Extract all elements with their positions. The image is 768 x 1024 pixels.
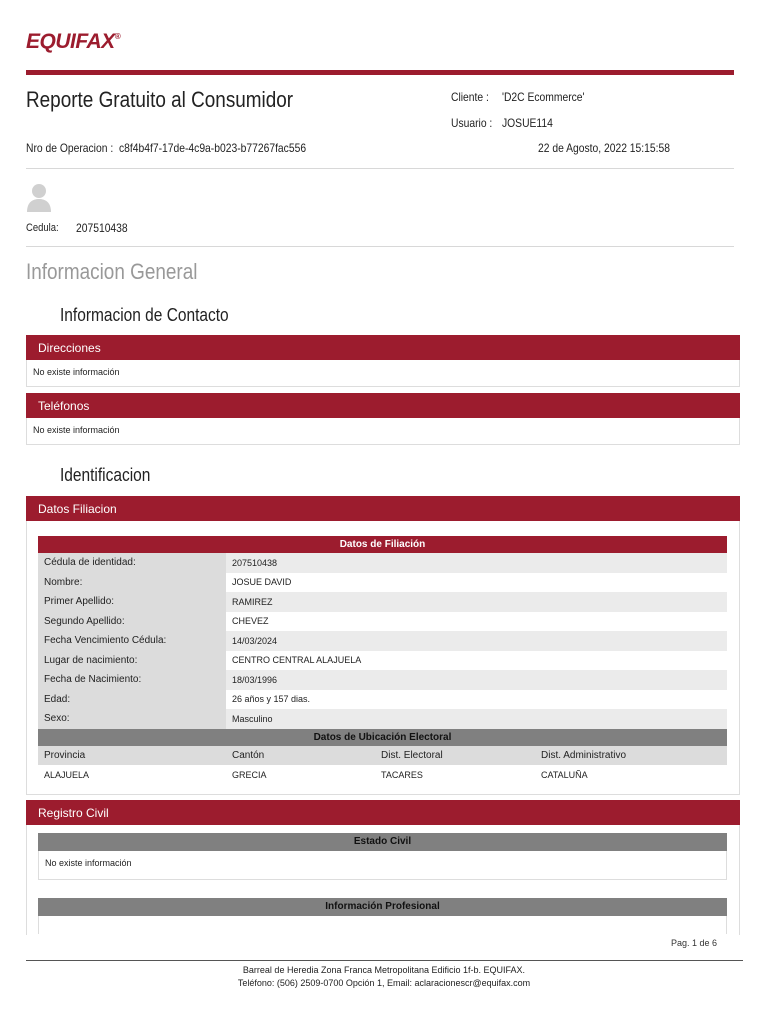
cedula-label: Cedula:	[26, 222, 59, 234]
estado-civil-header: Estado Civil	[38, 833, 727, 851]
datos-filiacion-header: Datos Filiacion	[26, 496, 740, 521]
informacion-profesional-header: Información Profesional	[38, 898, 727, 916]
electoral-header-row: Provincia Cantón Dist. Electoral Dist. Administrativo	[38, 746, 727, 766]
page-number: Pag. 1 de 6	[671, 938, 718, 948]
section-informacion-general: Informacion General	[26, 259, 198, 284]
table-row: Cédula de identidad: 207510438	[38, 553, 727, 573]
report-title: Reporte Gratuito al Consumidor	[26, 87, 294, 112]
usuario-value: JOSUE114	[502, 116, 553, 130]
table-row: Primer Apellido: RAMIREZ	[38, 592, 727, 612]
telefonos-header: Teléfonos	[26, 393, 740, 418]
cliente-label: Cliente :	[451, 90, 489, 104]
footer-address: Barreal de Heredia Zona Franca Metropolitana Edificio 1f-b. EQUIFAX.	[242, 965, 526, 975]
cliente-value: 'D2C Ecommerce'	[502, 90, 585, 104]
usuario-label: Usuario :	[451, 116, 493, 130]
table-row: Nombre: JOSUE DAVID	[38, 573, 727, 593]
table-row: Fecha Vencimiento Cédula: 14/03/2024	[38, 631, 727, 651]
table-row: Segundo Apellido: CHEVEZ	[38, 612, 727, 632]
direcciones-panel	[26, 360, 740, 387]
table-row: Fecha de Nacimiento: 18/03/1996	[38, 670, 727, 690]
user-avatar-icon	[27, 182, 51, 212]
direcciones-header: Direcciones	[26, 335, 740, 360]
table-row: Sexo: Masculino	[38, 709, 727, 729]
footer-divider	[26, 960, 743, 961]
report-date: 22 de Agosto, 2022 15:15:58	[538, 141, 670, 155]
equifax-logo: EQUIFAX®	[26, 30, 121, 53]
section-identificacion: Identificacion	[60, 465, 151, 485]
registro-civil-header: Registro Civil	[26, 800, 740, 825]
operacion-value: c8f4b4f7-17de-4c9a-b023-b77267fac556	[119, 141, 307, 155]
operacion-label: Nro de Operacion :	[26, 141, 114, 155]
direcciones-empty: No existe información	[33, 367, 120, 377]
cedula-value: 207510438	[76, 221, 128, 235]
filiacion-table-title: Datos de Filiación	[38, 536, 727, 553]
informacion-profesional-panel	[38, 916, 727, 934]
electoral-table-title: Datos de Ubicación Electoral	[38, 729, 727, 746]
footer-contact: Teléfono: (506) 2509-0700 Opción 1, Email: aclaracionescr@equifax.com	[237, 978, 531, 988]
header-divider-bar	[26, 70, 734, 75]
telefonos-empty: No existe información	[33, 425, 120, 435]
telefonos-panel	[26, 418, 740, 445]
filiacion-table	[38, 536, 727, 785]
estado-civil-panel	[38, 851, 727, 880]
divider	[26, 246, 734, 247]
section-informacion-contacto: Informacion de Contacto	[60, 305, 229, 325]
table-row: Lugar de nacimiento: CENTRO CENTRAL ALAJUELA	[38, 651, 727, 671]
electoral-value-row: ALAJUELA GRECIA TACARES CATALUÑA	[38, 765, 727, 785]
divider	[26, 168, 734, 169]
estado-civil-empty: No existe información	[45, 858, 132, 868]
table-row: Edad: 26 años y 157 dias.	[38, 690, 727, 710]
